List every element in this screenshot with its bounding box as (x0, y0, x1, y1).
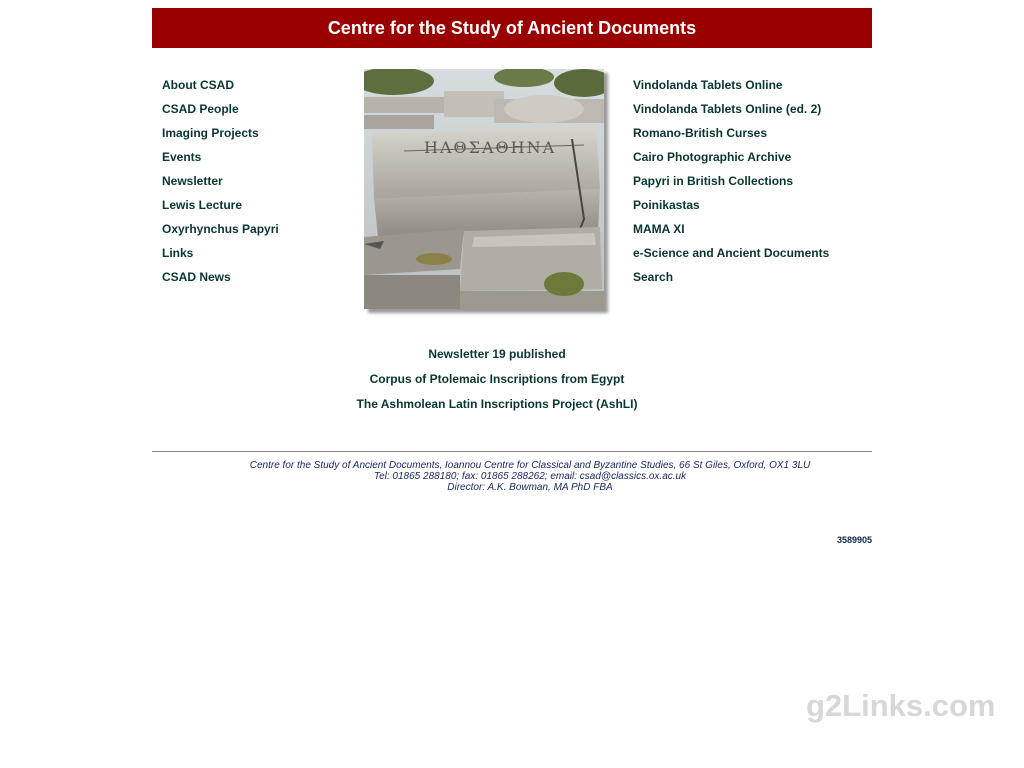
page-container (152, 8, 872, 545)
nav-link-csad-people[interactable]: CSAD People (162, 102, 239, 116)
nav-link-papyri-british-collections[interactable]: Papyri in British Collections (633, 174, 794, 188)
nav-link-about-csad[interactable]: About CSAD (162, 78, 234, 92)
nav-link-mama-xi[interactable]: MAMA XI (633, 222, 685, 236)
footer-address-line: Centre for the Study of Ancient Documents, Ioannou Centre for Classical and Byzantine Studies, 66 St Giles, Oxford, OX1 3LU (249, 460, 811, 471)
footer-director-line: Director: A.K. Bowman, MA PhD FBA (447, 482, 613, 493)
nav-link-imaging-projects[interactable]: Imaging Projects (162, 126, 259, 140)
footer-divider (152, 451, 872, 452)
nav-link-oxyrhynchus-papyri[interactable]: Oxyrhynchus Papyri (162, 222, 279, 236)
visit-counter: 3589905 (836, 535, 872, 545)
watermark-text: g2Links.com (806, 688, 996, 723)
left-nav (162, 76, 279, 292)
nav-link-vindolanda-tablets-online-ed2[interactable]: Vindolanda Tablets Online (ed. 2) (633, 102, 822, 116)
site-title: Centre for the Study of Ancient Documents (327, 17, 697, 38)
nav-link-vindolanda-tablets-online[interactable]: Vindolanda Tablets Online (633, 78, 783, 92)
news-link-newsletter-19[interactable]: Newsletter 19 published (428, 347, 566, 361)
nav-link-newsletter[interactable]: Newsletter (162, 174, 223, 188)
inscribed-stone-photo (364, 69, 604, 309)
site-header (152, 8, 872, 48)
nav-link-e-science-ancient-documents[interactable]: e-Science and Ancient Documents (633, 246, 830, 260)
nav-link-events[interactable]: Events (162, 150, 202, 164)
nav-link-lewis-lecture[interactable]: Lewis Lecture (162, 198, 243, 212)
footer-contact-line: Tel: 01865 288180; fax: 01865 288262; email: csad@classics.ox.ac.uk (373, 471, 687, 482)
right-nav (633, 76, 829, 292)
nav-link-search[interactable]: Search (633, 270, 674, 284)
nav-link-poinikastas[interactable]: Poinikastas (633, 198, 700, 212)
svg-text:ΗΛΘΣΑΘΗΝΑ: ΗΛΘΣΑΘΗΝΑ (424, 138, 557, 157)
nav-link-csad-news[interactable]: CSAD News (162, 270, 231, 284)
nav-link-romano-british-curses[interactable]: Romano-British Curses (633, 126, 768, 140)
news-link-ptolemaic-inscriptions[interactable]: Corpus of Ptolemaic Inscriptions from Egypt (369, 372, 625, 386)
news-links (152, 345, 842, 420)
news-link-ashli[interactable]: The Ashmolean Latin Inscriptions Project (AshLI) (356, 397, 638, 411)
footer-address (152, 460, 908, 493)
nav-link-cairo-photographic-archive[interactable]: Cairo Photographic Archive (633, 150, 792, 164)
nav-link-links[interactable]: Links (162, 246, 194, 260)
